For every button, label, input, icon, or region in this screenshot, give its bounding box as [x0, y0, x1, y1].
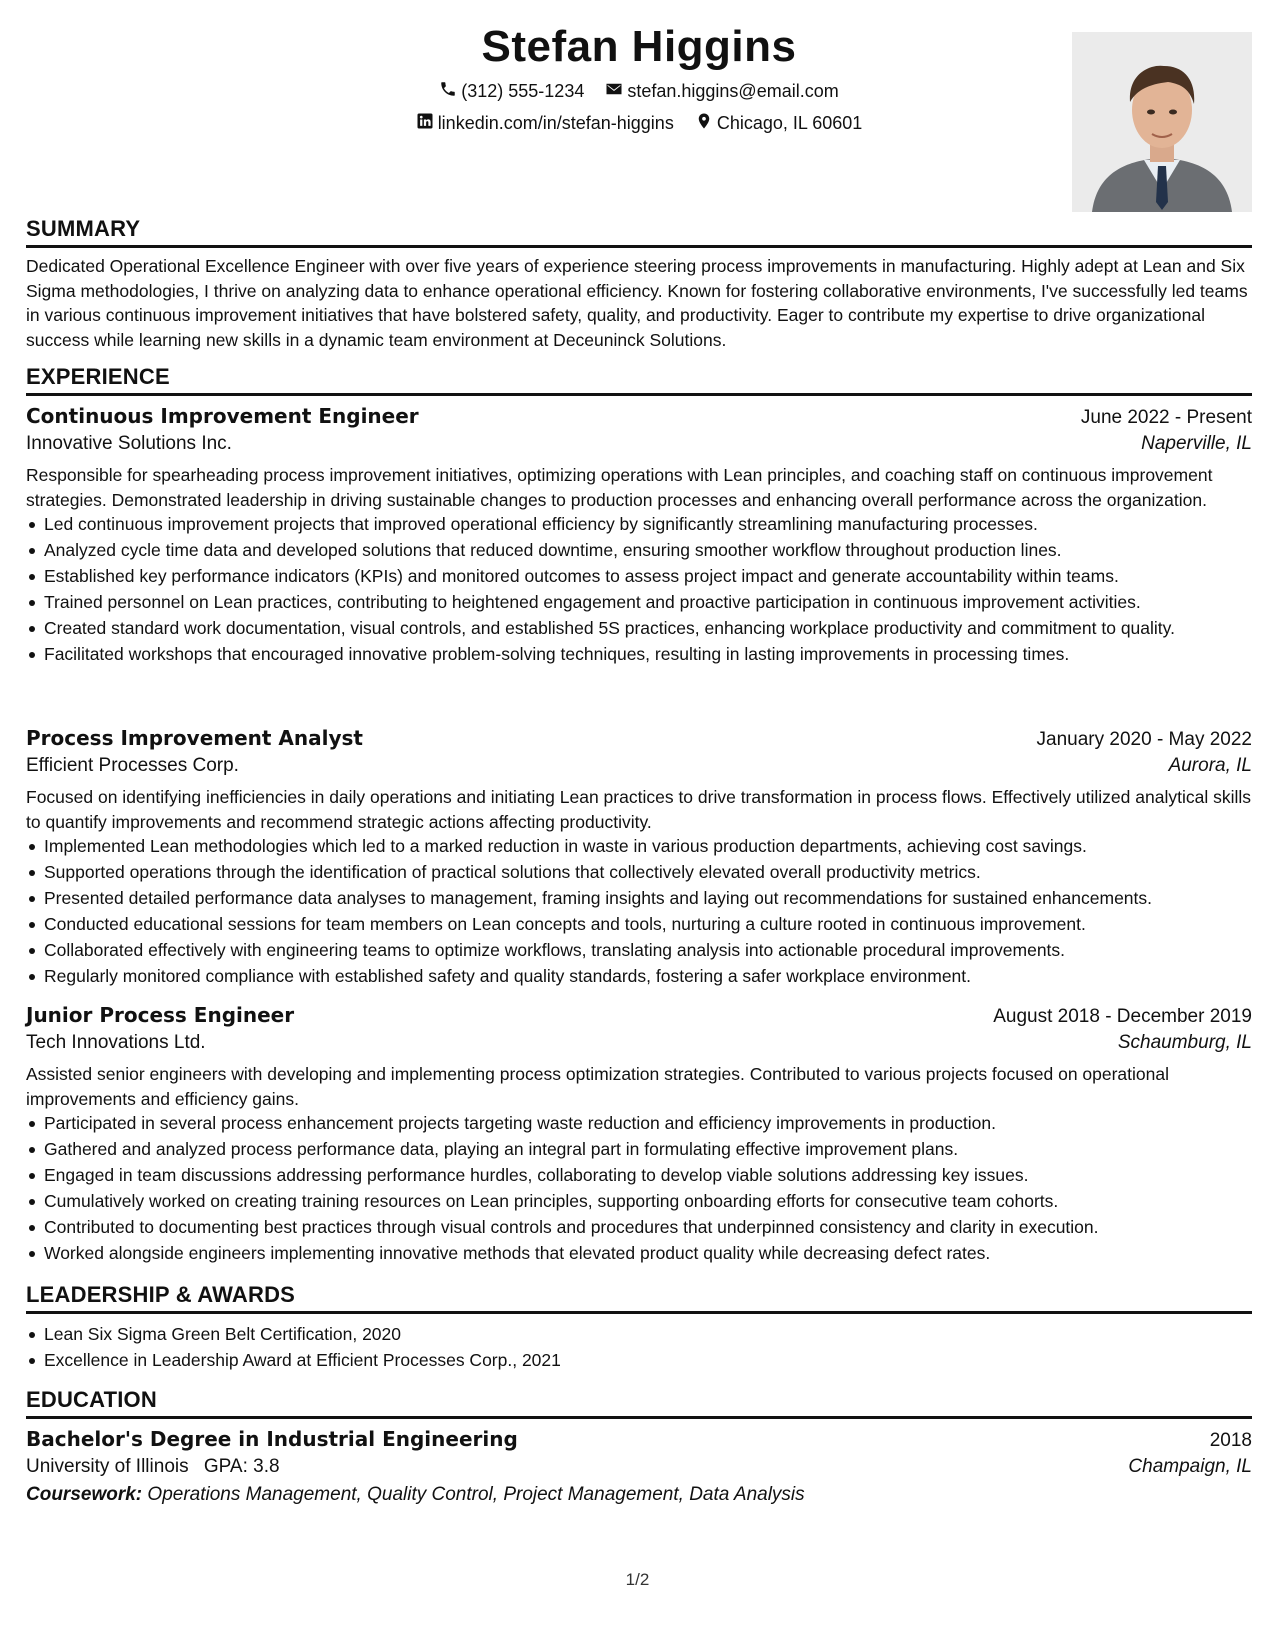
candidate-name: Stefan Higgins: [481, 22, 797, 71]
education-header: [26, 1427, 1252, 1452]
award-item: Lean Six Sigma Green Belt Certification, 2020: [44, 1322, 1252, 1346]
school-location: Champaign, IL: [1128, 1456, 1252, 1477]
graduation-year: 2018: [1209, 1430, 1252, 1451]
job-location: Naperville, IL: [1141, 433, 1252, 454]
bullet-item: Conducted educational sessions for team members on Lean concepts and tools, nurturing a culture rooted in continuous improvement.: [44, 912, 1252, 936]
gpa: GPA: 3.8: [203, 1456, 280, 1477]
awards-heading: LEADERSHIP & AWARDS: [26, 1282, 1252, 1314]
job-description: Assisted senior engineers with developing and implementing process optimization strategies. Contributed to various projects focused on operational improvements and efficiency gains.: [26, 1064, 1170, 1109]
job-subheader: [26, 433, 1252, 455]
award-item: Excellence in Leadership Award at Efficient Processes Corp., 2021: [44, 1348, 1252, 1372]
bullet-item: Participated in several process enhancement projects targeting waste reduction and efficiency improvements in production.: [44, 1111, 1252, 1135]
bullet-item: Contributed to documenting best practices through visual controls and procedures that underpinned consistency and clarity in execution.: [44, 1215, 1252, 1239]
job-header: [26, 726, 1252, 751]
coursework-label: Coursework:: [26, 1484, 143, 1505]
bullet-item: Analyzed cycle time data and developed solutions that reduced downtime, ensuring smoother workflow throughout production lines.: [44, 538, 1252, 562]
contact-linkedin[interactable]: [416, 112, 674, 135]
bullet-item: Collaborated effectively with engineering teams to optimize workflows, translating analysis into actionable procedural improvements.: [44, 938, 1252, 962]
bullet-item: Engaged in team discussions addressing performance hurdles, collaborating to develop viable solutions addressing key issues.: [44, 1163, 1252, 1187]
contact-row-1: [26, 80, 1252, 103]
location-text: Chicago, IL 60601: [716, 113, 863, 133]
map-pin-icon: [695, 112, 717, 135]
job-subheader: [26, 755, 1252, 777]
profile-photo: [1072, 32, 1252, 212]
job-title: Junior Process Engineer: [26, 1003, 295, 1027]
school-info: [26, 1456, 280, 1478]
summary-text: Dedicated Operational Excellence Engineer with over five years of experience steering process improvements in manufacturing. Highly adept at Lean and Six Sigma methodologies, I thrive on analyzing data to enhance operational efficiency. Known for fostering collaborative environments, I've successfully led teams in various continuous improvement initiatives that have bolstered safety, quality, and productivity. Eager to contribute my expertise to drive organizational success while learning new skills in a dynamic team environment at Deceuninck Solutions.: [26, 256, 1248, 350]
job-entry: [26, 1003, 1252, 1267]
bullet-item: Implemented Lean methodologies which led to a marked reduction in waste in various production departments, achieving cost savings.: [44, 834, 1252, 858]
email-link[interactable]: stefan.higgins@email.com: [627, 81, 839, 101]
job-location: Schaumburg, IL: [1117, 1032, 1252, 1053]
school-name: University of Illinois: [26, 1456, 189, 1477]
bullet-item: Worked alongside engineers implementing innovative methods that elevated product quality while decreasing defect rates.: [44, 1241, 1252, 1265]
education-heading: EDUCATION: [26, 1387, 1252, 1419]
job-dates: August 2018 - December 2019: [993, 1006, 1252, 1027]
job-company: Innovative Solutions Inc.: [26, 433, 232, 454]
job-company: Efficient Processes Corp.: [26, 755, 239, 776]
linkedin-icon: [416, 112, 438, 135]
job-dates: June 2022 - Present: [1080, 407, 1252, 428]
job-header: [26, 1003, 1252, 1028]
job-subheader: [26, 1032, 1252, 1054]
job-bullets: [26, 1111, 1252, 1265]
degree-title: Bachelor's Degree in Industrial Engineering: [26, 1427, 518, 1451]
experience-section: [26, 364, 1252, 396]
education-section: [26, 1387, 1252, 1506]
job-title: Continuous Improvement Engineer: [26, 404, 419, 428]
bullet-item: Facilitated workshops that encouraged innovative problem-solving techniques, resulting in lasting improvements in processing times.: [44, 642, 1252, 666]
education-subheader: [26, 1456, 1252, 1478]
job-bullets: [26, 512, 1252, 666]
experience-heading: EXPERIENCE: [26, 364, 1252, 396]
page-number: 1/2: [625, 1570, 650, 1589]
resume-page: [26, 0, 1252, 1505]
bullet-item: Cumulatively worked on creating training resources on Lean principles, supporting onboarding efforts for consecutive team cohorts.: [44, 1189, 1252, 1213]
job-bullets: [26, 834, 1252, 988]
contact-phone: [439, 80, 584, 103]
contact-email[interactable]: [605, 80, 838, 103]
job-company: Tech Innovations Ltd.: [26, 1032, 206, 1053]
bullet-item: Created standard work documentation, visual controls, and established 5S practices, enhancing workplace productivity and commitment to quality.: [44, 616, 1252, 640]
bullet-item: Supported operations through the identification of practical solutions that collectively elevated overall productivity metrics.: [44, 860, 1252, 884]
bullet-item: Presented detailed performance data analyses to management, framing insights and laying out recommendations for sustained enhancements.: [44, 886, 1252, 910]
coursework-list: Operations Management, Quality Control, Project Management, Data Analysis: [147, 1484, 805, 1505]
bullet-item: Trained personnel on Lean practices, contributing to heightened engagement and proactive participation in continuous improvement activities.: [44, 590, 1252, 614]
resume-header: [26, 0, 1252, 222]
job-description: Responsible for spearheading process improvement initiatives, optimizing operations with Lean principles, and coaching staff on continuous improvement strategies. Demonstrated leadership in driving sustainable changes to production processes and enhancing overall performance across the organization.: [26, 465, 1213, 510]
awards-list: [26, 1322, 1252, 1372]
awards-section: [26, 1282, 1252, 1374]
job-header: [26, 404, 1252, 429]
phone-icon: [439, 80, 461, 103]
job-dates: January 2020 - May 2022: [1036, 729, 1252, 750]
job-title: Process Improvement Analyst: [26, 726, 363, 750]
phone-text: (312) 555-1234: [461, 81, 585, 101]
bullet-item: Led continuous improvement projects that improved operational efficiency by significantly streamlining manufacturing processes.: [44, 512, 1252, 536]
bullet-item: Established key performance indicators (KPIs) and monitored outcomes to assess project impact and generate accountability within teams.: [44, 564, 1252, 588]
summary-heading: SUMMARY: [26, 216, 1252, 248]
job-description: Focused on identifying inefficiencies in daily operations and initiating Lean practices to drive transformation in process flows. Effectively utilized analytical skills to quantify improvements and recommend strategic actions affecting productivity.: [26, 787, 1251, 832]
job-location: Aurora, IL: [1168, 755, 1252, 776]
coursework: [26, 1484, 1252, 1506]
bullet-item: Regularly monitored compliance with established safety and quality standards, fostering a safer workplace environment.: [44, 964, 1252, 988]
summary-section: [26, 216, 1252, 352]
job-entry: [26, 404, 1252, 668]
job-entry: [26, 726, 1252, 990]
envelope-icon: [605, 80, 627, 103]
linkedin-link[interactable]: linkedin.com/in/stefan-higgins: [437, 113, 674, 133]
contact-location: [695, 112, 862, 135]
contact-row-2: [26, 112, 1252, 135]
bullet-item: Gathered and analyzed process performance data, playing an integral part in formulating effective improvement plans.: [44, 1137, 1252, 1161]
